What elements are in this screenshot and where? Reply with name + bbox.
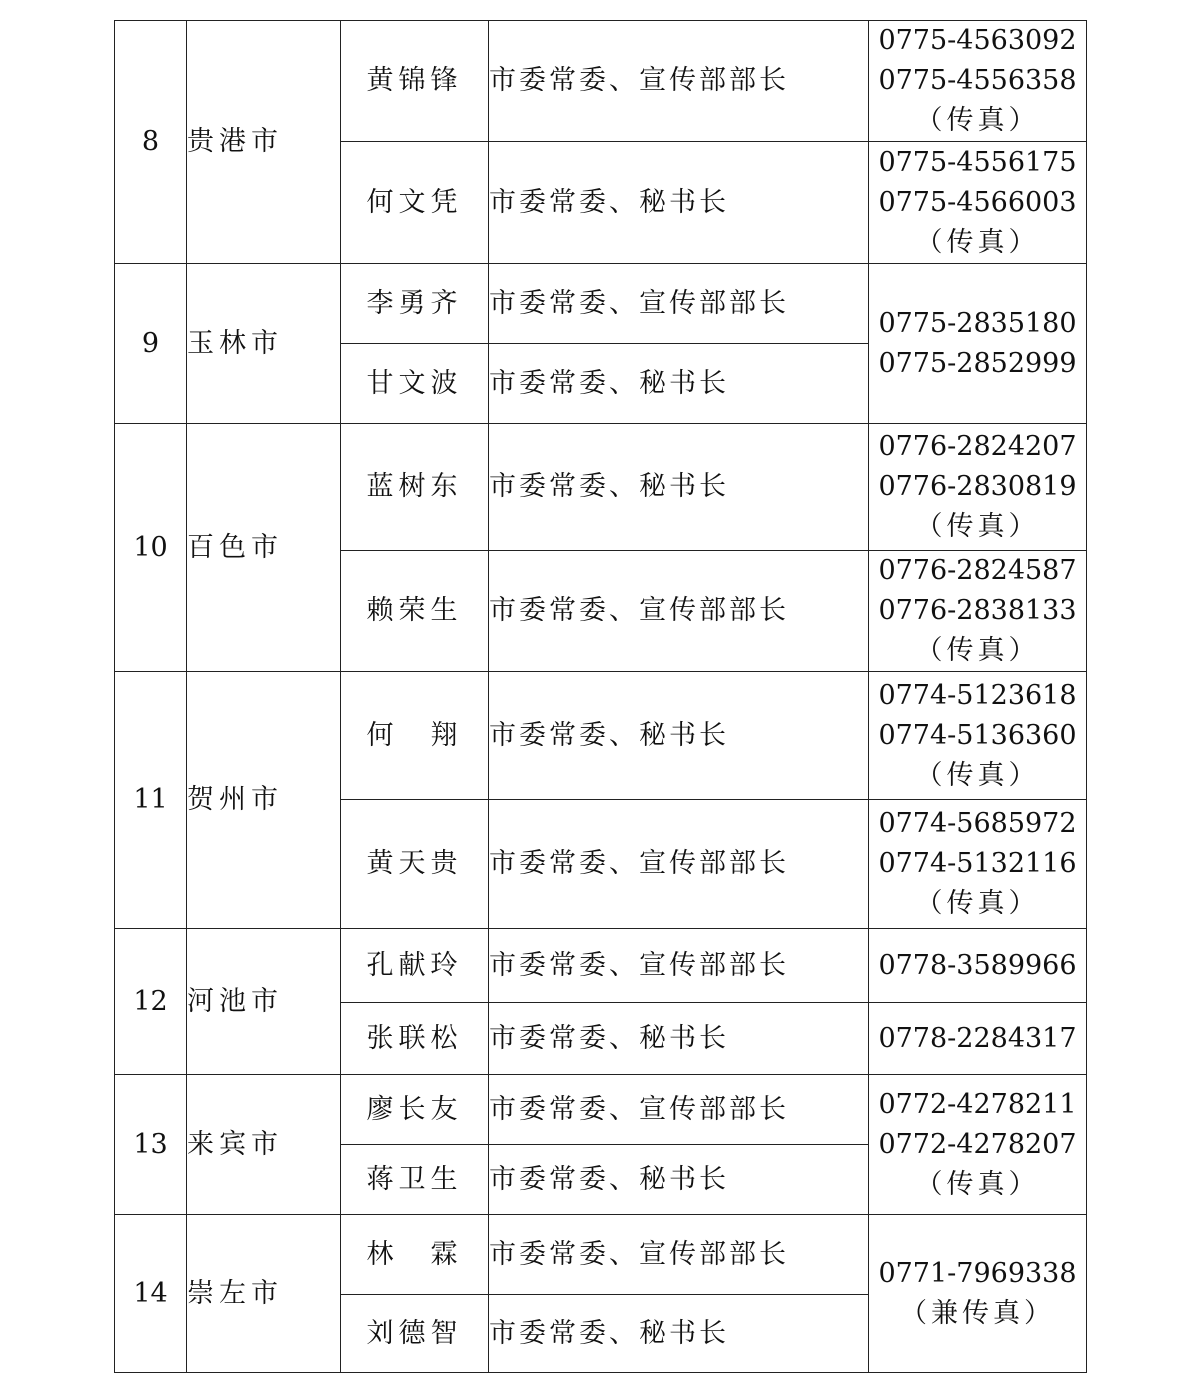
person-position: 市委常委、秘书长 [489,672,869,800]
phone-number: 0775-2835180 [878,307,1077,339]
phone-number: 0774-5685972 [878,808,1077,839]
person-name: 何文凭 [341,142,489,264]
city-name: 崇左市 [187,1215,341,1373]
phone-cell [869,264,1087,424]
fax-label: （传真） [915,635,1040,666]
person-position: 市委常委、宣传部部长 [489,21,869,142]
person-name: 林 霖 [341,1215,489,1295]
contact-table [114,20,1087,1373]
person-position: 市委常委、宣传部部长 [489,800,869,929]
table-row [115,1075,1087,1145]
phone-cell [869,21,1087,142]
phone-cell [869,672,1087,800]
city-name: 贺州市 [187,672,341,929]
phone-number: 0774-5132116 [878,848,1077,879]
phone-number: 0771-7969338 [878,1257,1077,1289]
city-name: 玉林市 [187,264,341,424]
phone-number: 0776-2824587 [878,555,1077,586]
phone-cell [869,142,1087,264]
person-position: 市委常委、宣传部部长 [489,551,869,672]
phone-number: 0772-4278207 [878,1128,1077,1160]
fax-label: （传真） [915,1168,1040,1200]
fax-label: （传真） [915,511,1040,542]
person-position: 市委常委、秘书长 [489,1145,869,1215]
person-position: 市委常委、秘书长 [489,1003,869,1075]
row-number: 9 [115,264,187,424]
table-row [115,21,1087,142]
phone-cell [869,1003,1087,1075]
fax-label: （兼传真） [900,1297,1055,1329]
phone-cell [869,929,1087,1003]
phone-number: 0775-2852999 [878,347,1077,379]
person-position: 市委常委、秘书长 [489,1295,869,1373]
phone-number: 0775-4566003 [878,186,1077,218]
phone-number: 0774-5136360 [878,719,1077,751]
phone-number: 0776-2838133 [878,595,1077,626]
person-name: 刘德智 [341,1295,489,1373]
row-number: 13 [115,1075,187,1215]
person-position: 市委常委、宣传部部长 [489,1075,869,1145]
phone-number: 0775-4563092 [878,25,1077,56]
phone-number: 0778-2284317 [878,1022,1077,1054]
table-row [115,929,1087,1003]
fax-label: （传真） [915,888,1040,919]
phone-number: 0776-2830819 [878,471,1077,502]
phone-number: 0775-4556358 [878,65,1077,96]
row-number: 12 [115,929,187,1075]
fax-label: （传真） [915,226,1040,258]
person-name: 李勇齐 [341,264,489,344]
phone-number: 0775-4556175 [878,146,1077,178]
fax-label: （传真） [915,105,1040,136]
person-name: 孔献玲 [341,929,489,1003]
table-row [115,424,1087,551]
city-name: 百色市 [187,424,341,672]
table-row [115,264,1087,344]
phone-cell [869,551,1087,672]
row-number: 8 [115,21,187,264]
person-name: 赖荣生 [341,551,489,672]
person-name: 何 翔 [341,672,489,800]
person-position: 市委常委、宣传部部长 [489,929,869,1003]
phone-number: 0776-2824207 [878,431,1077,462]
person-position: 市委常委、秘书长 [489,424,869,551]
phone-number: 0774-5123618 [878,679,1077,711]
city-name: 来宾市 [187,1075,341,1215]
person-name: 廖长友 [341,1075,489,1145]
person-name: 黄天贵 [341,800,489,929]
person-position: 市委常委、秘书长 [489,344,869,424]
phone-cell [869,800,1087,929]
table-row [115,672,1087,800]
phone-cell [869,1075,1087,1215]
row-number: 11 [115,672,187,929]
row-number: 10 [115,424,187,672]
phone-number: 0772-4278211 [878,1088,1077,1120]
person-name: 蓝树东 [341,424,489,551]
fax-label: （传真） [915,759,1040,791]
person-name: 蒋卫生 [341,1145,489,1215]
phone-cell [869,424,1087,551]
city-name: 贵港市 [187,21,341,264]
person-position: 市委常委、宣传部部长 [489,1215,869,1295]
phone-cell [869,1215,1087,1373]
person-name: 甘文波 [341,344,489,424]
phone-number: 0778-3589966 [878,949,1077,981]
person-name: 黄锦锋 [341,21,489,142]
person-name: 张联松 [341,1003,489,1075]
person-position: 市委常委、宣传部部长 [489,264,869,344]
table-row [115,1215,1087,1295]
row-number: 14 [115,1215,187,1373]
person-position: 市委常委、秘书长 [489,142,869,264]
city-name: 河池市 [187,929,341,1075]
